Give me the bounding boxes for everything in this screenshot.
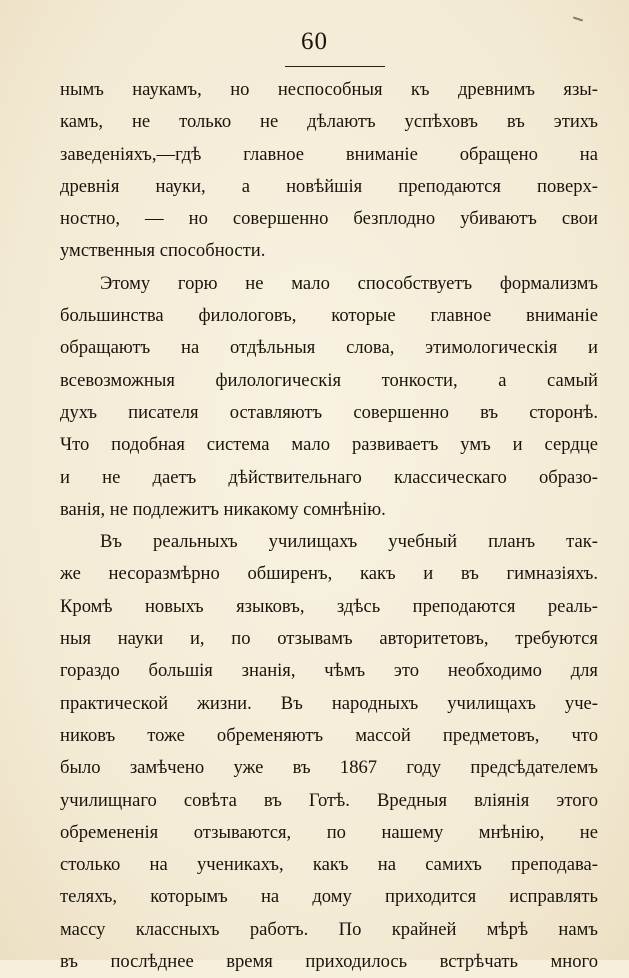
text-line: въ послѣднее время приходилось встрѣчать много xyxy=(60,951,598,973)
text-line: обращаютъ на отдѣльныя слова, этимологическія и xyxy=(60,337,598,359)
text-line: же несоразмѣрно обширенъ, какъ и въ гимназіяхъ. xyxy=(60,563,598,585)
text-line: обремененія отзываются, по нашему мнѣнію, не xyxy=(60,821,598,843)
text-line: ванія, не подлежитъ никакому сомнѣнію. xyxy=(60,498,386,520)
text-line: Кромѣ новыхъ языковъ, здѣсь преподаются реаль- xyxy=(60,595,598,617)
text-line: умственныя способности. xyxy=(60,240,266,262)
text-line: Что подобная система мало развиваетъ умъ и сердце xyxy=(60,434,598,456)
text-line: заведеніяхъ,—гдѣ главное вниманіе обращено на xyxy=(60,143,598,165)
paragraph-first-line: Этому горю не мало способствуетъ формализмъ xyxy=(100,272,598,294)
text-line: нымъ наукамъ, но неспособныя къ древнимъ язы- xyxy=(60,79,598,100)
text-line: духъ писателя оставляютъ совершенно въ сторонѣ. xyxy=(60,401,598,423)
ink-mark xyxy=(573,17,583,22)
text-line: столько на ученикахъ, какъ на самихъ преподава- xyxy=(60,854,598,876)
text-line: гораздо большія знанія, чѣмъ это необходимо для xyxy=(60,660,598,682)
text-line: теляхъ, которымъ на дому приходится исправлять xyxy=(60,886,598,908)
text-line: ностно, — но совершенно безплодно убиваютъ свои xyxy=(60,208,598,230)
text-line: практической жизни. Въ народныхъ училищахъ уче- xyxy=(60,692,598,714)
body-text xyxy=(60,74,598,978)
text-line: всевозможныя филологическія тонкости, а самый xyxy=(60,369,598,391)
paragraph-first-line: Въ реальныхъ училищахъ учебный планъ так- xyxy=(100,531,598,553)
text-line: древнія науки, а новѣйшія преподаются поверх- xyxy=(60,175,598,197)
page-number: 60 xyxy=(301,28,328,55)
header-rule xyxy=(285,66,385,67)
text-line: было замѣчено уже въ 1867 году предсѣдателемъ xyxy=(60,757,598,779)
text-line: массу классныхъ работъ. По крайней мѣрѣ намъ xyxy=(60,918,598,940)
text-line: никовъ тоже обременяютъ массой предметовъ, что xyxy=(60,724,598,746)
text-line: ныя науки и, по отзывамъ авторитетовъ, требуются xyxy=(60,628,598,650)
text-line: большинства филологовъ, которые главное вниманіе xyxy=(60,305,598,327)
text-line: камъ, не только не дѣлаютъ успѣховъ въ этихъ xyxy=(60,111,598,133)
text-line: училищнаго совѣта въ Готѣ. Вредныя вліянія этого xyxy=(60,789,598,811)
text-line: и не даетъ дѣйствительнаго классическаго образо- xyxy=(60,466,598,488)
